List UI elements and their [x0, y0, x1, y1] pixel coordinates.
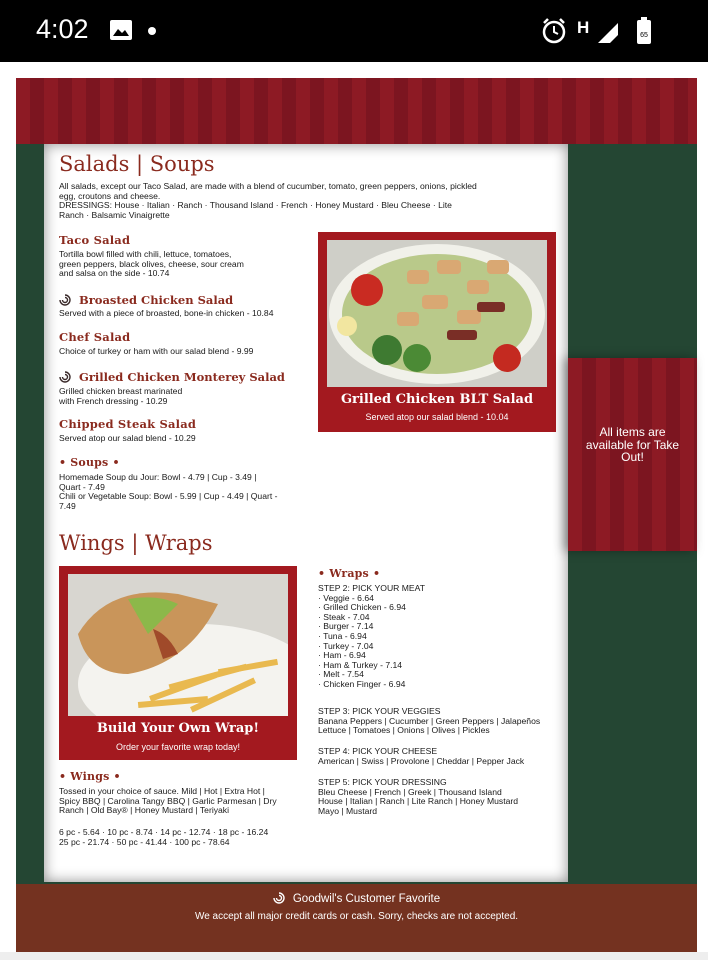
chef-salad-desc: Choice of turkey or ham with our salad blend - 9.99	[59, 346, 254, 356]
chef-salad-name: Chef Salad	[59, 330, 131, 344]
status-time: 4:02	[36, 14, 89, 44]
grilled-chicken-monterey-desc: Grilled chicken breast marinated with French dressing - 10.29	[59, 386, 183, 406]
notification-dot-icon	[148, 27, 156, 35]
menu-paper	[44, 144, 568, 882]
take-out-text: All items are available for Take Out!	[585, 425, 680, 464]
menu-footer	[16, 884, 697, 952]
taco-salad-desc: Tortilla bowl filled with chili, lettuce, tomatoes, green peppers, black olives, cheese, sour cream and salsa on the side - 10.74	[59, 249, 244, 279]
customer-favorite-label: Goodwil's Customer Favorite	[292, 893, 441, 905]
customer-favorite-note	[16, 892, 697, 905]
wrap-card	[59, 566, 297, 760]
wraps-step2: STEP 2: PICK YOUR MEAT · Veggie - 6.64 · Grilled Chicken - 6.94 · Steak - 7.04 · Burger - 7.14 · Tuna - 6.94 · Turkey - 7.04 · Ham - 6.94 · Ham & Turkey - 7.14 · Melt - 7.54 · Chicken Finger - 6.94	[318, 583, 425, 689]
grilled-chicken-monterey-heading	[59, 368, 285, 386]
customer-favorite-icon	[59, 371, 71, 383]
top-stripe-band	[16, 78, 697, 144]
chipped-steak-salad-desc: Served atop our salad blend - 10.29	[59, 433, 196, 443]
wraps-heading: • Wraps •	[318, 567, 381, 580]
battery-icon	[637, 17, 651, 44]
status-icons	[540, 17, 680, 45]
blt-salad-card	[318, 232, 556, 432]
wings-heading: • Wings •	[59, 770, 121, 783]
wraps-step4: STEP 4: PICK YOUR CHEESE American | Swiss | Provolone | Cheddar | Pepper Jack	[318, 746, 525, 766]
wraps-step3: STEP 3: PICK YOUR VEGGIES Banana Peppers | Cucumber | Green Peppers | Jalapeños Lettuce | Tomatoes | Onions | Olives | Pickles	[318, 706, 541, 736]
wings-wraps-heading: Wings | Wraps	[59, 531, 213, 555]
broasted-chicken-salad-heading	[59, 291, 233, 309]
svg-text:H: H	[577, 18, 590, 37]
grilled-chicken-monterey-name: Grilled Chicken Monterey Salad	[79, 370, 285, 384]
image-notification-icon	[110, 20, 132, 40]
wings-prices: 6 pc - 5.64 · 10 pc - 8.74 · 14 pc - 12.74 · 18 pc - 16.24 25 pc - 21.74 · 50 pc - 41.44 · 100 pc - 78.64	[59, 827, 269, 847]
wraps-step5: STEP 5: PICK YOUR DRESSING Bleu Cheese | French | Greek | Thousand Island House | Italian | Ranch | Lite Ranch | Honey Mustard Mayo | Mustard	[318, 777, 519, 816]
customer-favorite-icon	[273, 892, 285, 904]
taco-salad-name: Taco Salad	[59, 233, 131, 247]
bottom-edge	[0, 952, 708, 960]
take-out-note	[568, 358, 697, 551]
chipped-steak-salad-name: Chipped Steak Salad	[59, 417, 197, 431]
salads-intro: All salads, except our Taco Salad, are made with a blend of cucumber, tomato, green peppers, onions, pickled egg, croutons and cheese. DRESSINGS: House · Italian · Ranch · Thousand Island · French · Honey Mustard · Bleu Cheese · Lite Ranch · Balsamic Vinaigrette	[59, 181, 477, 220]
broasted-chicken-salad-name: Broasted Chicken Salad	[79, 293, 234, 307]
signal-icon	[598, 23, 618, 43]
broasted-chicken-salad-desc: Served with a piece of broasted, bone-in chicken - 10.84	[59, 308, 274, 318]
alarm-icon	[544, 19, 564, 42]
customer-favorite-icon	[59, 294, 71, 306]
payment-note: We accept all major credit cards or cash. Sorry, checks are not accepted.	[194, 911, 519, 922]
svg-text:65: 65	[640, 32, 648, 39]
network-h-icon	[577, 18, 589, 37]
wings-text: Tossed in your choice of sauce. Mild | Hot | Extra Hot | Spicy BBQ | Carolina Tangy BBQ | Garlic Parmesan | Dry Ranch | Old Bay® | Honey Mustard | Teriyaki	[59, 786, 277, 816]
wrap-card-title: Build Your Own Wrap!	[96, 721, 260, 736]
blt-salad-title: Grilled Chicken BLT Salad	[340, 392, 534, 407]
soups-heading: • Soups •	[59, 456, 120, 469]
wrap-photo	[68, 574, 288, 716]
menu-page	[16, 78, 697, 952]
status-bar	[0, 0, 708, 62]
wrap-card-subtitle: Order your favorite wrap today!	[115, 742, 241, 752]
blt-salad-subtitle: Served atop our salad blend - 10.04	[365, 412, 509, 422]
blt-salad-photo	[327, 240, 547, 387]
salads-soups-heading: Salads | Soups	[59, 152, 215, 176]
soups-text: Homemade Soup du Jour: Bowl - 4.79 | Cup - 3.49 | Quart - 7.49 Chili or Vegetable Soup: Bowl - 5.99 | Cup - 4.49 | Quart - 7.49	[59, 472, 278, 511]
